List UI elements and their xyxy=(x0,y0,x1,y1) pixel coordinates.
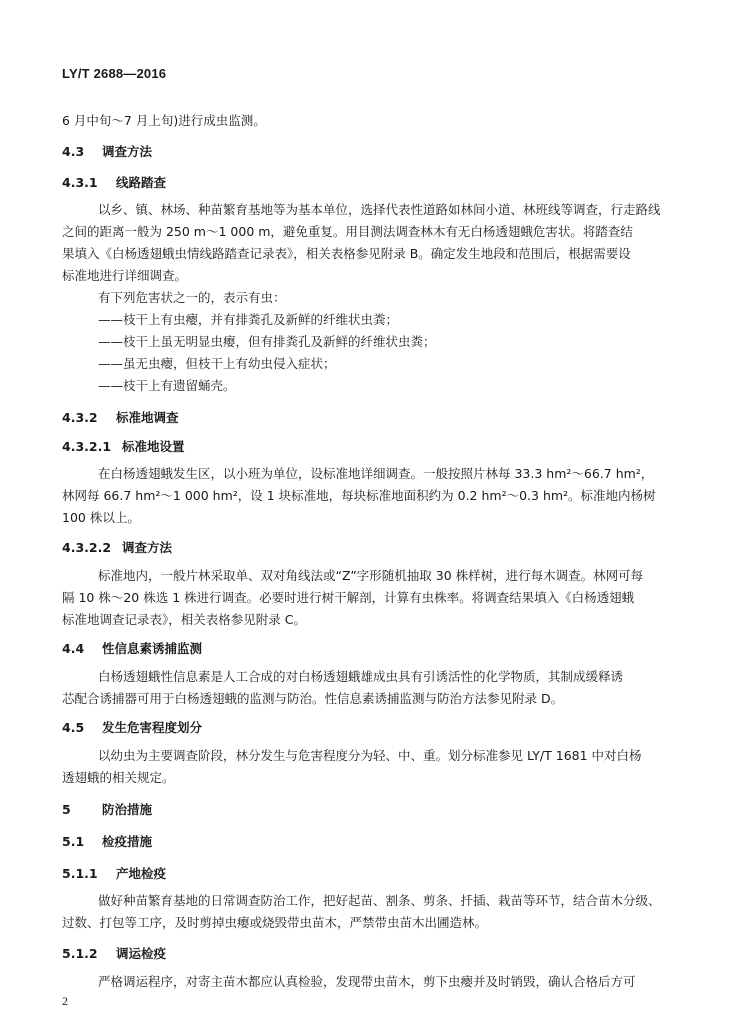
section-heading-4-3-2-1 xyxy=(62,437,672,457)
section-title: 调运检疫 xyxy=(116,946,167,961)
paragraph-line: 标准地内，一般片林采取单、双对角线法或“Z”字形随机抽取 30 株样树，进行每木调查。林网可每 xyxy=(98,568,644,583)
paragraph-line: 在白杨透翅蛾发生区，以小班为单位，设标准地详细调查。一般按照片林每 33.3 hm²～66.7 hm²， xyxy=(98,466,654,481)
paragraph-line: 过数、打包等工序，及时剪掉虫瘿或烧毁带虫苗木，严禁带虫苗木出圃造林。 xyxy=(62,915,488,930)
section-heading-5-1-2 xyxy=(62,944,672,964)
section-title: 线路踏查 xyxy=(116,175,167,190)
section-title: 标准地调查 xyxy=(116,410,179,425)
section-heading-4-4 xyxy=(62,639,672,659)
section-title: 产地检疫 xyxy=(116,866,167,881)
section-heading-4-3-2-2 xyxy=(62,538,672,558)
paragraph-line: 隔 10 株～20 株选 1 株进行调查。必要时进行树干解剖，计算有虫株率。将调查结果填入《白杨透翅蛾 xyxy=(62,590,635,605)
list-item: ——虽无虫瘿，但枝干上有幼虫侵入症状； xyxy=(98,356,336,371)
section-number: 5.1.1 xyxy=(62,866,98,881)
paragraph-line: 标准地调查记录表》，相关表格参见附录 C。 xyxy=(62,612,306,627)
paragraph-line: 芯配合诱捕器可用于白杨透翅蛾的监测与防治。性信息素诱捕监测与防治方法参见附录 D。 xyxy=(62,691,564,706)
paragraph-line: 做好种苗繁育基地的日常调查防治工作，把好起苗、割条、剪条、扦插、栽苗等环节，结合苗木分级、 xyxy=(98,893,661,908)
paragraph-line: 有下列危害状之一的，表示有虫： xyxy=(98,290,286,305)
section-title: 防治措施 xyxy=(102,802,153,817)
paragraph-line: 白杨透翅蛾性信息素是人工合成的对白杨透翅蛾雄成虫具有引诱活性的化学物质，其制成缓释诱 xyxy=(98,669,624,684)
section-number: 4.3 xyxy=(62,144,85,159)
paragraph-line: 果填入《白杨透翅蛾虫情线路踏查记录表》，相关表格参见附录 B。确定发生地段和范围后，根据需要设 xyxy=(62,246,631,261)
paragraph-line: 严格调运程序，对寄主苗木都应认真检验，发现带虫苗木，剪下虫瘿并及时销毁，确认合格后方可 xyxy=(98,974,636,989)
paragraph-line: 标准地进行详细调查。 xyxy=(62,268,188,283)
section-heading-4-3-1 xyxy=(62,173,672,193)
paragraph-line: 透翅蛾的相关规定。 xyxy=(62,770,175,785)
section-title: 调查方法 xyxy=(122,540,173,555)
page-number: 2 xyxy=(62,994,68,1008)
section-number: 4.3.2 xyxy=(62,410,98,425)
section-heading-4-5 xyxy=(62,718,672,738)
section-number: 5 xyxy=(62,802,71,817)
list-item: ——枝干上有虫瘿，并有排粪孔及新鲜的纤维状虫粪； xyxy=(98,312,399,327)
paragraph-line: 以幼虫为主要调查阶段，林分发生与危害程度分为轻、中、重。划分标准参见 LY/T 1681 中对白杨 xyxy=(98,748,642,763)
section-heading-5-1 xyxy=(62,832,672,852)
section-number: 5.1 xyxy=(62,834,85,849)
section-heading-4-3-2 xyxy=(62,408,672,428)
section-heading-5-1-1 xyxy=(62,864,672,884)
section-heading-5 xyxy=(62,800,672,820)
list-item: ——枝干上虽无明显虫瘿，但有排粪孔及新鲜的纤维状虫粪； xyxy=(98,334,436,349)
section-title: 性信息素诱捕监测 xyxy=(102,641,203,656)
section-title: 发生危害程度划分 xyxy=(102,720,203,735)
section-number: 4.3.2.1 xyxy=(62,439,112,454)
section-title: 标准地设置 xyxy=(122,439,185,454)
section-heading-4-3 xyxy=(62,142,672,162)
section-number: 4.4 xyxy=(62,641,85,656)
section-title: 检疫措施 xyxy=(102,834,153,849)
section-number: 4.5 xyxy=(62,720,85,735)
paragraph-line: 林网每 66.7 hm²～1 000 hm²，设 1 块标准地，每块标准地面积约为 0.2 hm²～0.3 hm²。标准地内杨树 xyxy=(62,488,656,503)
section-number: 4.3.2.2 xyxy=(62,540,112,555)
section-number: 4.3.1 xyxy=(62,175,98,190)
paragraph-line: 以乡、镇、林场、种苗繁育基地等为基本单位，选择代表性道路如林间小道、林班线等调查，行走路线 xyxy=(98,202,661,217)
paragraph-line: 之间的距离一般为 250 m～1 000 m，避免重复。用目测法调查林木有无白杨透翅蛾危害状。将踏查结 xyxy=(62,224,633,239)
paragraph-line: 100 株以上。 xyxy=(62,510,140,525)
section-number: 5.1.2 xyxy=(62,946,98,961)
list-item: ——枝干上有遗留蛹壳。 xyxy=(98,378,236,393)
section-title: 调查方法 xyxy=(102,144,153,159)
paragraph-line: 6 月中旬～7 月上旬)进行成虫监测。 xyxy=(62,113,266,128)
standard-code: LY/T 2688—2016 xyxy=(62,66,167,81)
